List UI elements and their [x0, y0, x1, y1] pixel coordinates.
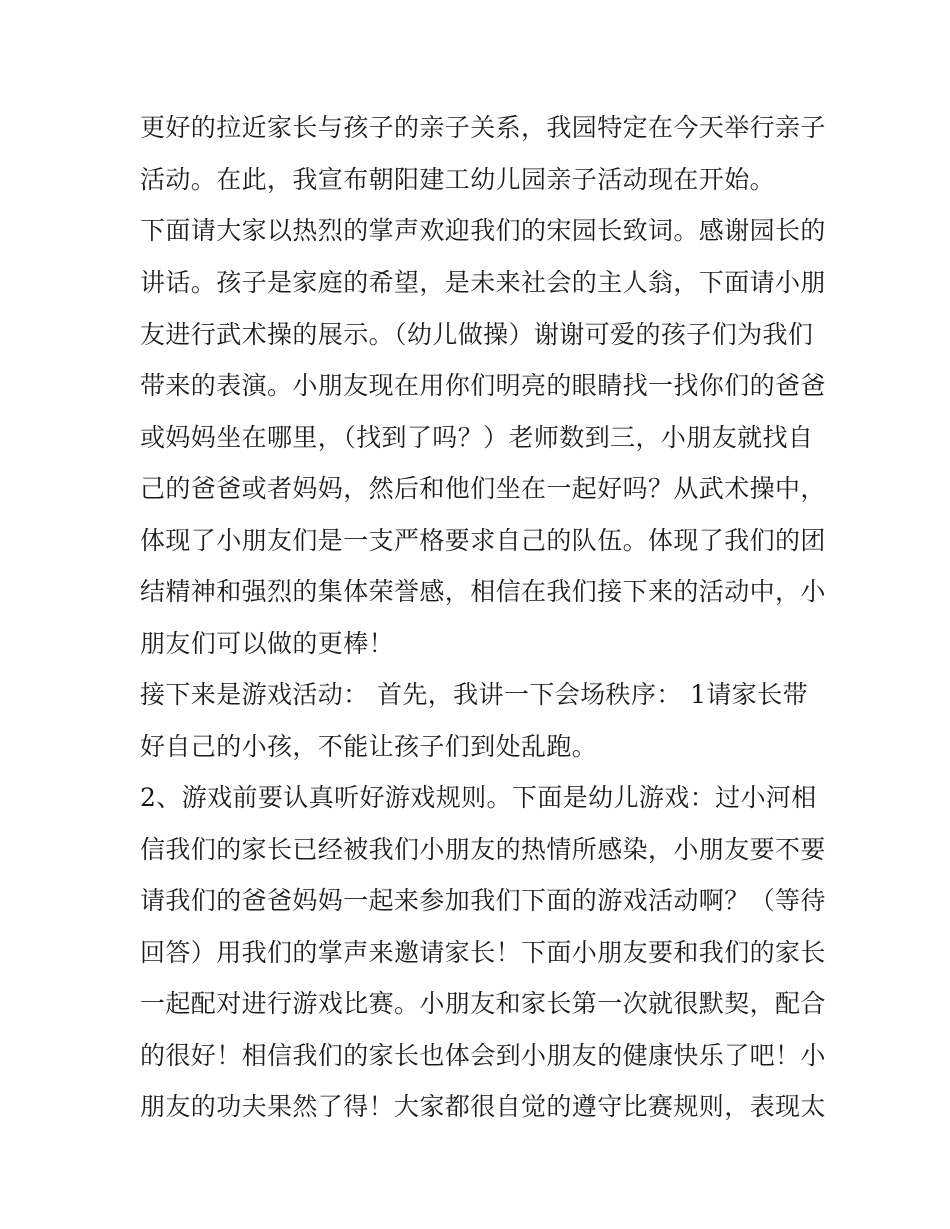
text-line: 朋友的功夫果然了得！大家都很自觉的遵守比赛规则，表现太: [140, 1092, 826, 1121]
text-line: 友进行武术操的展示。（幼儿做操）谢谢可爱的孩子们为我们: [140, 320, 814, 349]
text-line: 下面请大家以热烈的掌声欢迎我们的宋园长致词。感谢园长的: [140, 216, 826, 245]
text-line: 己的爸爸或者妈妈，然后和他们坐在一起好吗？从武术操中，: [140, 474, 826, 503]
text-line: 回答）用我们的掌声来邀请家长！下面小朋友要和我们的家长: [140, 938, 826, 967]
text-line: 2、游戏前要认真听好游戏规则。下面是幼儿游戏：过小河相: [140, 783, 817, 812]
text-line: 体现了小朋友们是一支严格要求自己的队伍。体现了我们的团: [140, 526, 826, 555]
text-line: 一起配对进行游戏比赛。小朋友和家长第一次就很默契，配合: [140, 989, 826, 1018]
text-line: 朋友们可以做的更棒！: [140, 629, 395, 658]
text-line: 接下来是游戏活动： 首先，我讲一下会场秩序： 1请家长带: [140, 680, 809, 709]
text-line: 讲话。孩子是家庭的希望，是未来社会的主人翁，下面请小朋: [140, 268, 826, 297]
text-line: 更好的拉近家长与孩子的亲子关系，我园特定在今天举行亲子: [140, 113, 826, 142]
text-line: 信我们的家长已经被我们小朋友的热情所感染，小朋友要不要: [140, 835, 826, 864]
text-line: 或妈妈坐在哪里，（找到了吗？）老师数到三，小朋友就找自: [140, 423, 814, 452]
text-line: 好自己的小孩，不能让孩子们到处乱跑。: [140, 732, 598, 761]
text-line: 请我们的爸爸妈妈一起来参加我们下面的游戏活动啊？（等待: [140, 886, 826, 915]
text-line: 活动。在此，我宣布朝阳建工幼儿园亲子活动现在开始。: [140, 165, 776, 194]
text-line: 带来的表演。小朋友现在用你们明亮的眼睛找一找你们的爸爸: [140, 371, 826, 400]
text-line: 的很好！相信我们的家长也体会到小朋友的健康快乐了吧！小: [140, 1041, 826, 1070]
text-line: 结精神和强烈的集体荣誉感，相信在我们接下来的活动中，小: [140, 577, 826, 606]
